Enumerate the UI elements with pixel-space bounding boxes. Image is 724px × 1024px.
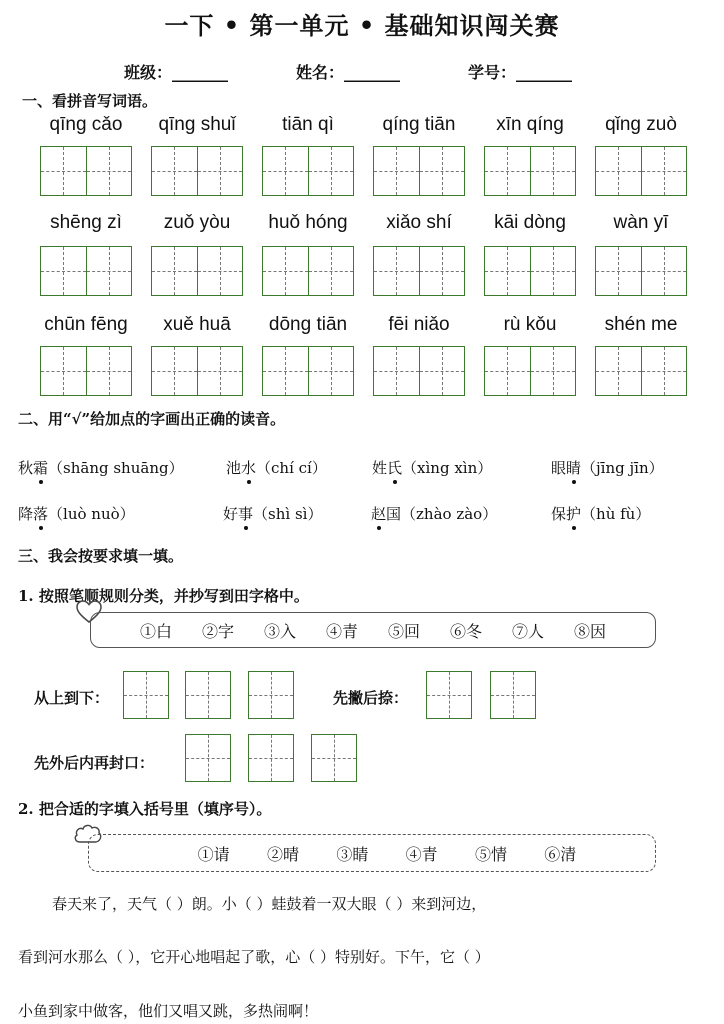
- pinyin-prompt: zuǒ yòu: [163, 212, 231, 233]
- grid-cell[interactable]: [86, 347, 132, 395]
- writing-box[interactable]: [123, 671, 169, 719]
- grid-cell[interactable]: [530, 147, 576, 195]
- pinyin-prompt: dōng tiān: [268, 314, 348, 335]
- top-down-label: 从上到下：: [34, 689, 110, 707]
- pronunciation-item[interactable]: 赵国（zhào zào）: [371, 505, 498, 523]
- student-number-field[interactable]: 学号：_______: [468, 63, 573, 82]
- writing-grid[interactable]: [262, 346, 354, 396]
- option: ④青: [325, 621, 358, 641]
- page-title: 一下 • 第一单元 • 基础知识闯关赛: [164, 11, 560, 40]
- grid-cell[interactable]: [641, 147, 687, 195]
- grid-cell[interactable]: [485, 147, 530, 195]
- pinyin-prompt: huǒ hóng: [268, 212, 348, 233]
- pinyin-prompt: qīng shuǐ: [158, 114, 236, 135]
- grid-cell[interactable]: [263, 247, 308, 295]
- grid-cell[interactable]: [596, 347, 641, 395]
- writing-grid[interactable]: [262, 146, 354, 196]
- writing-box[interactable]: [185, 671, 231, 719]
- pinyin-prompt: chūn fēng: [44, 314, 128, 335]
- writing-grid[interactable]: [373, 146, 465, 196]
- option: ③入: [263, 621, 296, 641]
- grid-cell[interactable]: [641, 347, 687, 395]
- grid-cell[interactable]: [86, 147, 132, 195]
- pronunciation-item[interactable]: 姓氏（xìng xìn）: [372, 459, 493, 477]
- pinyin-prompt: rù kǒu: [503, 314, 557, 335]
- pinyin-prompt: shén me: [604, 314, 678, 335]
- writing-box[interactable]: [490, 671, 536, 719]
- pronunciation-item[interactable]: 保护（hù fù）: [551, 505, 651, 523]
- grid-cell[interactable]: [374, 147, 419, 195]
- writing-box[interactable]: [248, 734, 294, 782]
- q1-title: 1. 按照笔顺规则分类，并抄写到田字格中。: [18, 587, 309, 605]
- writing-box[interactable]: [311, 734, 357, 782]
- grid-cell[interactable]: [308, 347, 354, 395]
- option: ①请: [197, 844, 230, 864]
- q1-options-box: [90, 612, 656, 648]
- option: ⑥冬: [449, 621, 482, 641]
- pronunciation-item[interactable]: 好事（shì sì）: [223, 505, 323, 523]
- grid-cell[interactable]: [530, 347, 576, 395]
- grid-cell[interactable]: [419, 147, 465, 195]
- grid-cell[interactable]: [419, 347, 465, 395]
- grid-cell[interactable]: [41, 347, 86, 395]
- option: ⑥清: [544, 844, 577, 864]
- grid-cell[interactable]: [419, 247, 465, 295]
- fill-paragraph-line: 小鱼到家中做客，他们又唱又跳，多热闹啊！: [18, 1002, 319, 1020]
- grid-cell[interactable]: [41, 247, 86, 295]
- grid-cell[interactable]: [152, 347, 197, 395]
- grid-cell[interactable]: [263, 147, 308, 195]
- option: ⑤情: [474, 844, 507, 864]
- option: ⑦人: [511, 621, 544, 641]
- grid-cell[interactable]: [308, 147, 354, 195]
- pinyin-prompt: xiǎo shí: [386, 212, 452, 233]
- writing-box[interactable]: [426, 671, 472, 719]
- grid-cell[interactable]: [263, 347, 308, 395]
- class-field[interactable]: 班级：_______: [124, 63, 229, 82]
- grid-cell[interactable]: [596, 147, 641, 195]
- grid-cell[interactable]: [152, 247, 197, 295]
- grid-cell[interactable]: [152, 147, 197, 195]
- q2-title: 2. 把合适的字填入括号里（填序号）。: [18, 800, 272, 818]
- grid-cell[interactable]: [485, 347, 530, 395]
- section2-heading: 二、用“√”给加点的字画出正确的读音。: [18, 410, 286, 428]
- writing-box[interactable]: [248, 671, 294, 719]
- grid-cell[interactable]: [641, 247, 687, 295]
- grid-cell[interactable]: [485, 247, 530, 295]
- option: ⑤回: [387, 621, 420, 641]
- option: ②字: [201, 621, 234, 641]
- section3-heading: 三、我会按要求填一填。: [18, 547, 184, 565]
- grid-cell[interactable]: [374, 247, 419, 295]
- pinyin-prompt: xuě huā: [163, 314, 231, 335]
- writing-grid[interactable]: [595, 246, 687, 296]
- option: ③睛: [336, 844, 369, 864]
- grid-cell[interactable]: [197, 247, 243, 295]
- left-right-label: 先撇后捺：: [333, 689, 409, 707]
- grid-cell[interactable]: [596, 247, 641, 295]
- pinyin-prompt: shēng zì: [50, 212, 122, 233]
- pinyin-prompt: tiān qì: [282, 114, 334, 135]
- option: ⑧因: [573, 621, 606, 641]
- grid-cell[interactable]: [197, 147, 243, 195]
- outside-in-label: 先外后内再封口：: [34, 754, 155, 772]
- fill-paragraph-line[interactable]: 看到河水那么（ ），它开心地唱起了歌，心（ ）特别好。下午，它（ ）: [18, 948, 490, 966]
- fill-paragraph-line[interactable]: 春天来了，天气（ ）朗。小（ ）蛙鼓着一双大眼（ ）来到河边，: [52, 895, 487, 913]
- writing-grid[interactable]: [40, 346, 132, 396]
- q2-options-box: [88, 834, 656, 872]
- name-field[interactable]: 姓名：_______: [296, 63, 401, 82]
- grid-cell[interactable]: [308, 247, 354, 295]
- writing-grid[interactable]: [373, 246, 465, 296]
- writing-grid[interactable]: [40, 246, 132, 296]
- pronunciation-item[interactable]: 秋霜（shāng shuāng）: [18, 459, 184, 477]
- option: ②晴: [266, 844, 299, 864]
- writing-grid[interactable]: [484, 146, 576, 196]
- pinyin-prompt: qīng cǎo: [49, 114, 123, 135]
- pinyin-prompt: qíng tiān: [382, 114, 456, 135]
- writing-box[interactable]: [185, 734, 231, 782]
- writing-grid[interactable]: [262, 246, 354, 296]
- pinyin-prompt: kāi dòng: [494, 212, 566, 233]
- grid-cell[interactable]: [86, 247, 132, 295]
- writing-grid[interactable]: [40, 146, 132, 196]
- option: ①白: [139, 621, 172, 641]
- writing-grid[interactable]: [595, 146, 687, 196]
- pinyin-prompt: qǐng zuò: [605, 114, 677, 135]
- writing-grid[interactable]: [151, 146, 243, 196]
- section1-heading: 一、看拼音写词语。: [22, 92, 158, 110]
- grid-cell[interactable]: [374, 347, 419, 395]
- pronunciation-item[interactable]: 池水（chí cí）: [226, 459, 327, 477]
- pronunciation-item[interactable]: 降落（luò nuò）: [18, 505, 135, 523]
- grid-cell[interactable]: [197, 347, 243, 395]
- writing-grid[interactable]: [595, 346, 687, 396]
- writing-grid[interactable]: [484, 346, 576, 396]
- option: ④青: [405, 844, 438, 864]
- writing-grid[interactable]: [151, 346, 243, 396]
- grid-cell[interactable]: [530, 247, 576, 295]
- pinyin-prompt: wàn yī: [613, 212, 669, 233]
- writing-grid[interactable]: [373, 346, 465, 396]
- pinyin-prompt: xīn qíng: [496, 114, 564, 135]
- writing-grid[interactable]: [151, 246, 243, 296]
- pronunciation-item[interactable]: 眼睛（jīng jīn）: [551, 459, 664, 477]
- pinyin-prompt: fēi niǎo: [388, 314, 450, 335]
- grid-cell[interactable]: [41, 147, 86, 195]
- writing-grid[interactable]: [484, 246, 576, 296]
